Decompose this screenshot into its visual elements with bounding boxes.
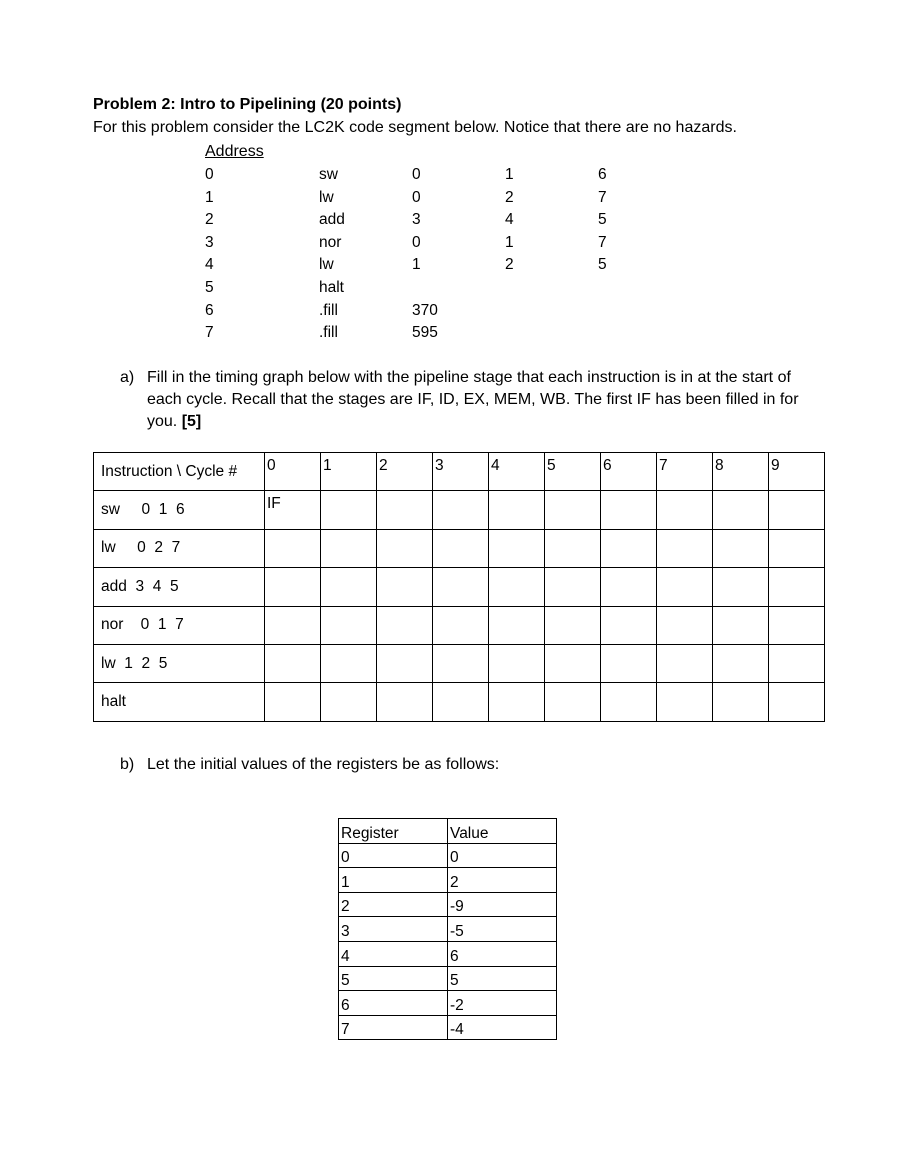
register-number: 1: [339, 868, 448, 893]
instruction-label: sw 0 1 6: [94, 491, 265, 529]
stage-cell[interactable]: [769, 644, 825, 682]
stage-cell: IF: [265, 491, 321, 529]
stage-cell[interactable]: [265, 529, 321, 567]
part-a-points: [5]: [181, 413, 202, 430]
stage-cell[interactable]: [377, 644, 433, 682]
problem-intro: For this problem consider the LC2K code segment below. Notice that there are no hazards.: [93, 119, 737, 136]
code-opcode: .fill: [319, 302, 338, 319]
stage-cell[interactable]: [321, 568, 377, 606]
timing-row: [94, 568, 825, 606]
register-value: -4: [448, 1015, 557, 1040]
stage-cell[interactable]: [433, 683, 489, 721]
code-field: 1: [505, 166, 514, 183]
timing-row: [94, 644, 825, 682]
part-b-label: b): [120, 756, 135, 773]
stage-cell[interactable]: [377, 606, 433, 644]
code-field: 7: [598, 234, 607, 251]
code-opcode: lw: [319, 189, 334, 206]
stage-cell[interactable]: [713, 606, 769, 644]
code-opcode: .fill: [319, 324, 338, 341]
instruction-label: lw 1 2 5: [94, 644, 265, 682]
register-header-row: [339, 819, 557, 844]
stage-cell[interactable]: [769, 683, 825, 721]
code-opcode: lw: [319, 256, 334, 273]
cycle-header: 9: [769, 453, 825, 491]
register-value: -5: [448, 917, 557, 942]
register-row: [339, 966, 557, 991]
part-a-body: Fill in the timing graph below with the pipeline stage that each instruction is in at the start of each cycle. Recall that the stages are IF, ID, EX, MEM, WB. The first IF has been filled in for you.: [147, 369, 799, 430]
register-column-header: Register: [339, 819, 448, 844]
stage-cell[interactable]: [601, 683, 657, 721]
code-field: 0: [412, 166, 421, 183]
code-field: 595: [412, 324, 438, 341]
stage-cell[interactable]: [769, 606, 825, 644]
code-opcode: sw: [319, 166, 338, 183]
code-field: 4: [505, 211, 514, 228]
timing-corner-header: Instruction \ Cycle #: [94, 453, 265, 491]
stage-cell[interactable]: [433, 606, 489, 644]
instruction-label: lw 0 2 7: [94, 529, 265, 567]
register-number: 2: [339, 892, 448, 917]
code-field: 2: [505, 189, 514, 206]
code-address: 5: [205, 279, 214, 296]
stage-cell[interactable]: [545, 644, 601, 682]
code-address: 7: [205, 324, 214, 341]
cycle-header: 3: [433, 453, 489, 491]
stage-cell[interactable]: [545, 683, 601, 721]
stage-cell[interactable]: [657, 529, 713, 567]
cycle-header: 0: [265, 453, 321, 491]
stage-cell[interactable]: [433, 644, 489, 682]
register-row: [339, 843, 557, 868]
stage-cell[interactable]: [489, 568, 545, 606]
code-field: 6: [598, 166, 607, 183]
stage-cell[interactable]: [713, 529, 769, 567]
stage-cell[interactable]: [545, 568, 601, 606]
value-column-header: Value: [448, 819, 557, 844]
stage-cell[interactable]: [433, 568, 489, 606]
code-field: 0: [412, 189, 421, 206]
code-field: 3: [412, 211, 421, 228]
code-field: 5: [598, 211, 607, 228]
stage-cell[interactable]: [769, 491, 825, 529]
stage-cell[interactable]: [657, 606, 713, 644]
stage-cell[interactable]: [377, 529, 433, 567]
stage-cell[interactable]: [489, 606, 545, 644]
code-field: 2: [505, 256, 514, 273]
stage-cell[interactable]: [713, 568, 769, 606]
register-row: [339, 991, 557, 1016]
code-opcode: add: [319, 211, 345, 228]
timing-row: [94, 606, 825, 644]
part-b-text: Let the initial values of the registers be as follows:: [147, 756, 500, 773]
register-table: [338, 818, 557, 1040]
register-value: 2: [448, 868, 557, 893]
register-number: 0: [339, 843, 448, 868]
register-value: 6: [448, 941, 557, 966]
stage-cell[interactable]: [601, 606, 657, 644]
register-number: 4: [339, 941, 448, 966]
code-address: 3: [205, 234, 214, 251]
stage-cell[interactable]: [601, 568, 657, 606]
stage-cell[interactable]: [545, 491, 601, 529]
instruction-label: add 3 4 5: [94, 568, 265, 606]
stage-cell[interactable]: [321, 529, 377, 567]
stage-cell[interactable]: [489, 529, 545, 567]
stage-cell[interactable]: [713, 683, 769, 721]
stage-cell[interactable]: [489, 491, 545, 529]
stage-cell[interactable]: [657, 568, 713, 606]
code-address: 0: [205, 166, 214, 183]
stage-cell[interactable]: [377, 683, 433, 721]
stage-cell[interactable]: [265, 568, 321, 606]
register-value: 5: [448, 966, 557, 991]
stage-cell[interactable]: [769, 529, 825, 567]
code-field: 0: [412, 234, 421, 251]
stage-cell[interactable]: [769, 568, 825, 606]
stage-cell[interactable]: [601, 491, 657, 529]
register-number: 3: [339, 917, 448, 942]
cycle-header: 1: [321, 453, 377, 491]
code-opcode: nor: [319, 234, 342, 251]
register-number: 6: [339, 991, 448, 1016]
part-a-label: a): [120, 369, 135, 386]
stage-cell[interactable]: [489, 683, 545, 721]
code-field: 5: [598, 256, 607, 273]
stage-cell[interactable]: [713, 491, 769, 529]
stage-cell[interactable]: [377, 568, 433, 606]
stage-cell[interactable]: [321, 491, 377, 529]
cycle-header: 2: [377, 453, 433, 491]
stage-cell[interactable]: [601, 529, 657, 567]
code-field: 7: [598, 189, 607, 206]
register-row: [339, 892, 557, 917]
instruction-label: nor 0 1 7: [94, 606, 265, 644]
code-field: 370: [412, 302, 438, 319]
register-row: [339, 941, 557, 966]
cycle-header: 6: [601, 453, 657, 491]
instruction-label: halt: [94, 683, 265, 721]
timing-row: [94, 529, 825, 567]
stage-cell[interactable]: [265, 606, 321, 644]
cycle-header: 4: [489, 453, 545, 491]
part-a-question: [120, 367, 820, 433]
timing-row: [94, 683, 825, 721]
code-address: 2: [205, 211, 214, 228]
stage-cell[interactable]: [321, 644, 377, 682]
register-value: -2: [448, 991, 557, 1016]
stage-cell[interactable]: [657, 644, 713, 682]
stage-cell[interactable]: [601, 644, 657, 682]
code-address: 4: [205, 256, 214, 273]
stage-cell[interactable]: [321, 683, 377, 721]
register-value: -9: [448, 892, 557, 917]
stage-cell[interactable]: [657, 683, 713, 721]
code-address: 6: [205, 302, 214, 319]
code-opcode: halt: [319, 279, 344, 296]
code-address: 1: [205, 189, 214, 206]
part-b-question: [120, 754, 820, 776]
stage-cell[interactable]: [433, 491, 489, 529]
address-header: Address: [205, 143, 264, 160]
stage-cell[interactable]: [265, 683, 321, 721]
timing-row: [94, 491, 825, 529]
timing-table: [93, 452, 825, 722]
code-field: 1: [412, 256, 421, 273]
register-row: [339, 868, 557, 893]
register-value: 0: [448, 843, 557, 868]
register-number: 5: [339, 966, 448, 991]
stage-cell[interactable]: [545, 606, 601, 644]
stage-cell[interactable]: [657, 491, 713, 529]
stage-cell[interactable]: [545, 529, 601, 567]
part-a-text: [147, 367, 819, 433]
register-row: [339, 917, 557, 942]
cycle-header: 5: [545, 453, 601, 491]
cycle-header: 7: [657, 453, 713, 491]
stage-cell[interactable]: [713, 644, 769, 682]
cycle-header: 8: [713, 453, 769, 491]
code-field: 1: [505, 234, 514, 251]
stage-cell[interactable]: [377, 491, 433, 529]
stage-cell[interactable]: [321, 606, 377, 644]
stage-cell[interactable]: [489, 644, 545, 682]
register-number: 7: [339, 1015, 448, 1040]
register-row: [339, 1015, 557, 1040]
stage-cell[interactable]: [265, 644, 321, 682]
problem-title: Problem 2: Intro to Pipelining (20 points): [93, 96, 402, 113]
timing-header-row: [94, 453, 825, 491]
stage-cell[interactable]: [433, 529, 489, 567]
